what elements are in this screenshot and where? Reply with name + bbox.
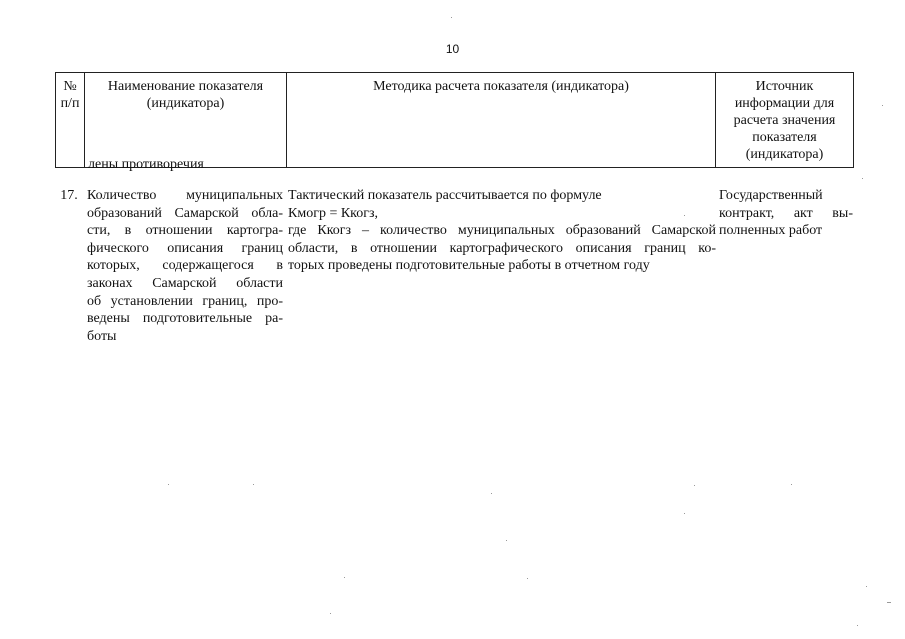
indicator-table-header — [55, 72, 854, 168]
method-line: Тактический показатель рассчитывается по формуле — [288, 188, 602, 203]
indicator-name-line: боты — [87, 328, 117, 344]
indicator-name-line: Количество муниципальных — [87, 188, 283, 203]
method-line: где Ккогз – количество муниципальных образований Самарской — [288, 223, 716, 239]
header-calculation-method: Методика расчета показателя (индикатора) — [287, 73, 716, 168]
data-source — [719, 187, 853, 240]
indicator-name-line: ведены подготовительные ра- — [87, 311, 283, 327]
scan-speck — [882, 105, 883, 106]
scan-speck — [791, 484, 792, 485]
page-number: 10 — [445, 42, 460, 56]
row-number: 17. — [60, 188, 78, 203]
scan-speck — [451, 17, 452, 18]
scan-speck — [344, 577, 345, 578]
table-row — [55, 187, 853, 347]
indicator-name-line: сти, в отношении картогра- — [87, 223, 283, 239]
header-data-source: Источник информации для расчета значения показателя (индикатора) — [716, 73, 854, 168]
continuation-text: лены противоречия — [88, 157, 204, 172]
method-formula: Кмогр = Ккогз, — [288, 205, 379, 221]
scan-speck — [527, 578, 528, 579]
indicator-name — [87, 187, 283, 345]
calculation-method — [288, 187, 716, 275]
method-line: торых проведены подготовительные работы в отчетном году — [288, 258, 650, 274]
scan-speck — [684, 513, 685, 514]
method-line: области, в отношении картографического описания границ ко- — [288, 240, 716, 256]
scan-speck — [862, 178, 863, 179]
source-line: Государственный — [719, 188, 823, 203]
indicator-name-line: фического описания границ — [87, 240, 283, 256]
scan-speck — [694, 485, 695, 486]
header-number: № п/п — [56, 73, 85, 168]
indicator-name-line: образований Самарской обла- — [87, 205, 283, 221]
header-indicator-name: Наименование показателя (индикатора) — [85, 73, 287, 168]
scan-speck — [866, 586, 867, 587]
indicator-name-line: которых, содержащегося в — [87, 258, 283, 274]
scan-speck — [168, 484, 169, 485]
scan-speck — [491, 493, 492, 494]
indicator-name-line: об установлении границ, про- — [87, 293, 283, 309]
source-line: контракт, акт вы- — [719, 205, 853, 221]
scan-speck — [330, 613, 331, 614]
scan-speck — [684, 215, 685, 216]
scan-speck — [253, 484, 254, 485]
source-line: полненных работ — [719, 223, 823, 239]
scan-speck — [857, 625, 858, 626]
indicator-name-line: законах Самарской области — [87, 275, 283, 291]
scan-speck — [506, 540, 507, 541]
scan-speck — [887, 602, 891, 603]
